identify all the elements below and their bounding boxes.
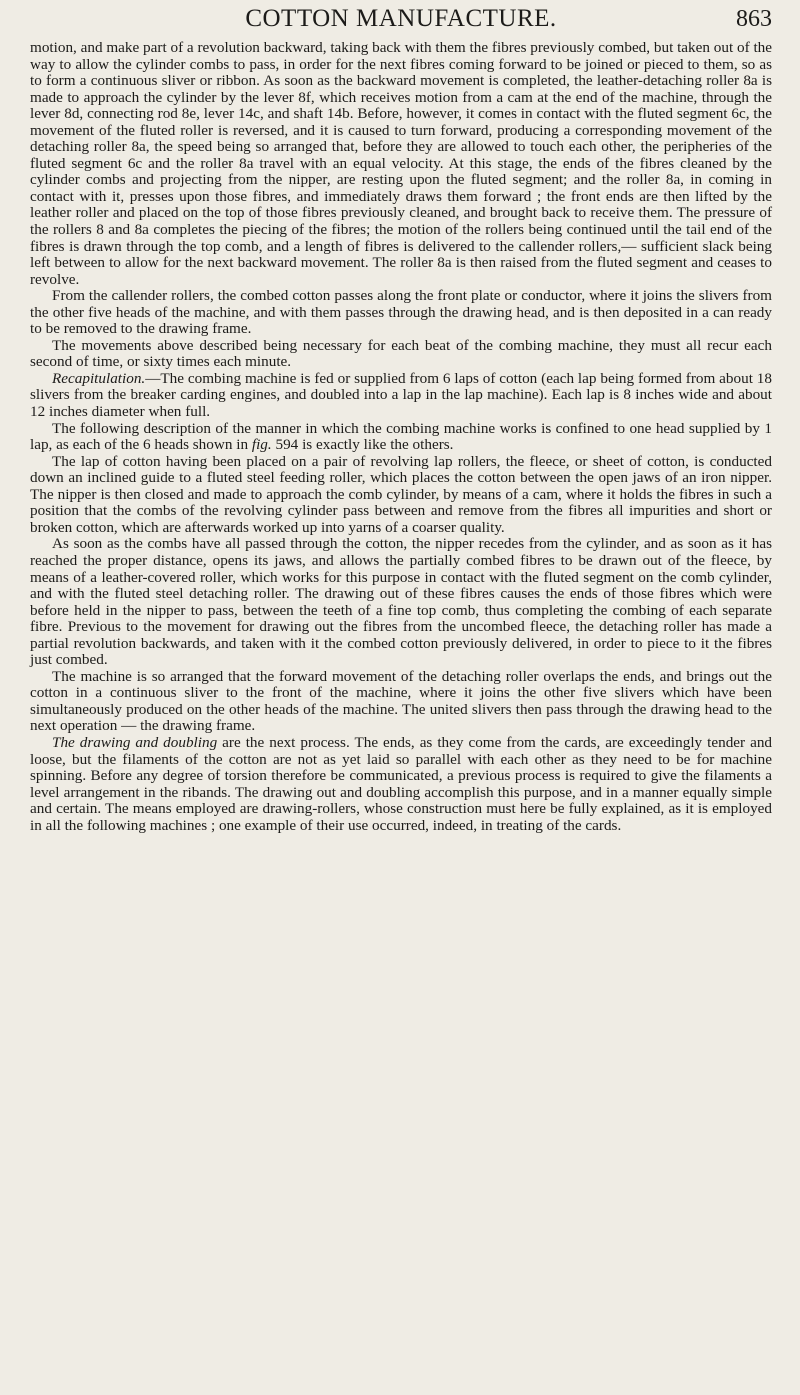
paragraph (30, 735, 772, 834)
paragraph-text: —The combing machine is fed or supplied from 6 laps of cotton (each lap being formed from about 18 slivers from the breaker carding engines, and doubled into a lap in the lap machine). Each lap is 8 inches wide and about 12 inches diameter when full. (30, 369, 772, 421)
paragraph: From the callender rollers, the combed cotton passes along the front plate or conductor, where it joins the slivers from the other five heads of the machine, and with them passes through the drawing head, and is then deposited in a can ready to be removed to the drawing frame. (30, 287, 772, 338)
running-title: COTTON MANUFACTURE. (245, 5, 557, 32)
paragraph: As soon as the combs have all passed through the cotton, the nipper recedes from the cylinder, and as soon as it has reached the proper distance, opens its jaws, and allows the partially combed fibres to be drawn out of the fleece, by means of a leather-covered roller, which works for this purpose in contact with the fluted segment on the comb cylinder, and with the fluted steel detaching roller. The drawing out of these fibres causes the ends of those fibres which were before held in the nipper to pass, between the teeth of a fine top comb, thus completing the combing of each separate fibre. Previous to the movement for drawing out the fibres from the uncombed fleece, the detaching roller has made a partial revolution backwards, and taken with it the combed cotton previously delivered, in order to piece to it the fibres just combed. (30, 535, 772, 669)
figure-reference: fig. (251, 436, 272, 454)
paragraph: motion, and make part of a revolution backward, taking back with them the fibres previously combed, but taken out of the way to allow the cylinder combs to pass, in order for the next fibres coming forward to be joined or pieced to them, so as to form a continuous sliver or ribbon. As soon as the backward movement is completed, the leather-detaching roller 8a is made to approach the cylinder by the lever 8f, which receives motion from a cam at the end of the machine, through the lever 8d, connecting rod 8e, lever 14c, and shaft 14b. Before, however, it comes in contact with the fluted segment 6c, the movement of the fluted roller is reversed, and it is caused to turn forward, producing a corresponding movement of the detaching roller 8a, the speed being so arranged that, before they are allowed to touch each other, the peripheries of the fluted segment 6c and the roller 8a travel with an equal velocity. At this stage, the ends of the fibres cleaned by the cylinder combs and projecting from the nipper, are resting upon the fluted segment; and the roller 8a, in coming in contact with it, presses upon those fibres, and immediately draws them forward ; the front ends are then lifted by the leather roller and placed on the top of those fibres previously cleaned, and brought back to receive them. The pressure of the rollers 8 and 8a completes the piecing of the fibres; the motion of the rollers being continued until the tail end of the fibres is drawn through the top comb, and a length of fibres is delivered to the callender rollers,— sufficient slack being left between to allow for the next backward movement. The roller 8a is then raised from the fluted segment and ceases to revolve. (30, 39, 772, 288)
paragraph-text: 594 is exactly like the others. (271, 436, 454, 454)
page-number: 863 (736, 6, 772, 32)
run-in-heading: Recapitulation. (52, 369, 146, 387)
page-header (30, 0, 772, 40)
paragraph (30, 371, 772, 421)
paragraph-text: are the next process. The ends, as they come from the cards, are exceedingly tender and loose, but the filaments of the cotton are not as yet laid so parallel with each other as they need to be for machine spinning. Before any degree of torsion therefore be communicated, a previous process is required to give the filaments a level arrangement in the ribands. The drawing out and doubling accomplish this purpose, and in a manner equally simple and certain. The means employed are drawing-rollers, whose construction must here be fully explained, as it is employed in all the following machines ; one example of their use occurred, indeed, in treating of the cards. (30, 733, 773, 834)
paragraph: The movements above described being necessary for each beat of the combing machine, they must all recur each second of time, or sixty times each minute. (30, 336, 772, 371)
paragraph (30, 421, 772, 454)
body-text (30, 40, 772, 834)
paragraph: The machine is so arranged that the forward movement of the detaching roller overlaps the ends, and brings out the cotton in a continuous sliver to the front of the machine, where it joins the other five slivers which have been simultaneously produced on the other heads of the machine. The united slivers then pass through the drawing head to the next operation — the drawing frame. (30, 667, 772, 735)
run-in-heading: The drawing and doubling (52, 733, 218, 751)
paragraph-text: The following description of the manner in which the combing machine works is confined to one head supplied by 1 lap, as each of the 6 heads shown in (30, 419, 772, 454)
paragraph: The lap of cotton having been placed on a pair of revolving lap rollers, the fleece, or sheet of cotton, is conducted down an inclined guide to a fluted steel feeding roller, which places the cotton between the open jaws of an iron nipper. The nipper is then closed and made to approach the comb cylinder, by means of a cam, where it holds the fibres in such a position that the combs of the revolving cylinder pass between and remove from the fibres all impurities and short or broken cotton, which are afterwards worked up into yarns of a coarser quality. (30, 452, 772, 536)
